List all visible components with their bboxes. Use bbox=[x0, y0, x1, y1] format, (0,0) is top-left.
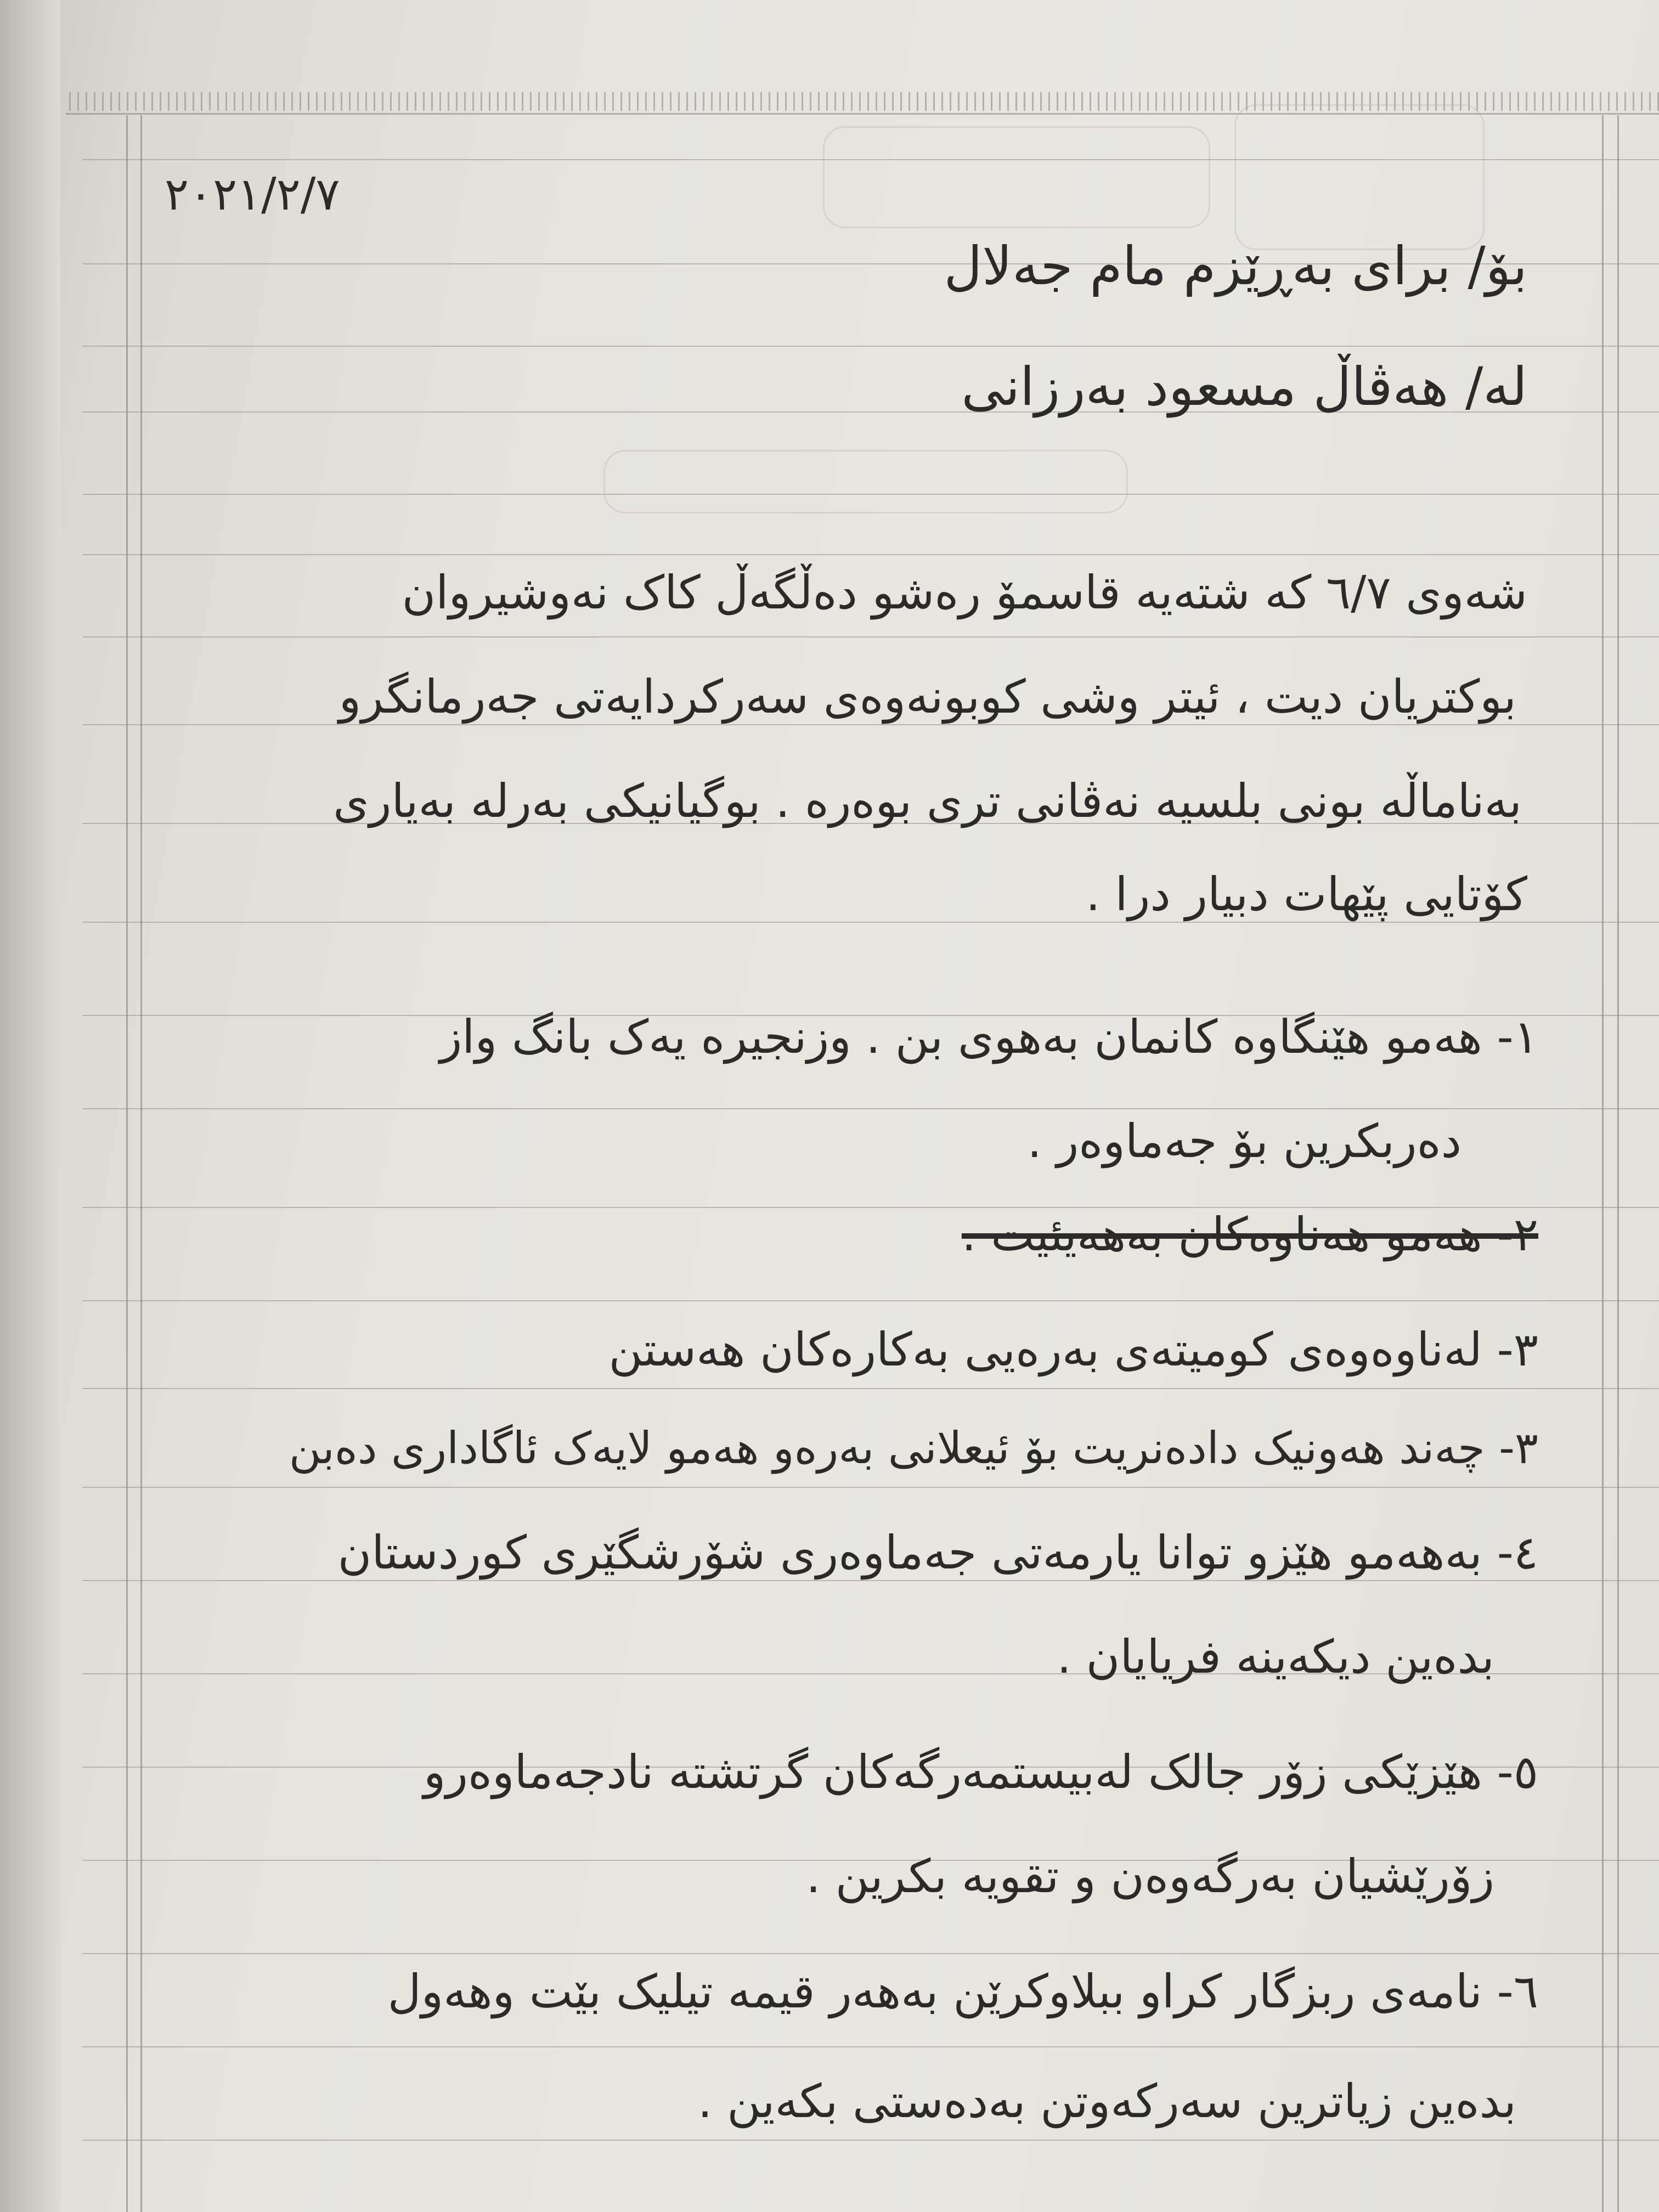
list-item-struck-out: ٢- هەمو هەناوەکان بەهەیئیت . bbox=[961, 1207, 1538, 1261]
date-text: ٢٠٢١/٢/٧ bbox=[165, 168, 340, 221]
bleed-through-mark bbox=[823, 126, 1210, 228]
ruled-line bbox=[82, 1300, 1659, 1301]
list-item-5-continued: زۆرێشیان بەرگەوەن و تقویە بکرین . bbox=[806, 1849, 1494, 1903]
list-item-3: ٣- چەند هەونیک دادەنریت بۆ ئیعلانی بەرەو هەمو لایەک ئاگاداری دەبن bbox=[289, 1423, 1538, 1474]
letter-date bbox=[165, 165, 562, 225]
ruled-line bbox=[82, 1487, 1659, 1488]
list-item-6-continued: بدەین زیاترین سەرکەوتن بەدەستی بکەین . bbox=[697, 2074, 1516, 2128]
list-item-1-continued: دەربکرین بۆ جەماوەر . bbox=[1027, 1114, 1462, 1168]
list-item-1: ١- هەمو هێنگاوە کانمان بەهوی بن . وزنجیرە یەک بانگ واز bbox=[439, 1010, 1538, 1064]
bleed-through-mark bbox=[1234, 104, 1485, 250]
ruled-line bbox=[82, 2046, 1659, 2047]
left-margin-line bbox=[126, 115, 128, 2212]
right-margin-line bbox=[1602, 115, 1604, 2212]
ruled-line bbox=[82, 346, 1659, 347]
left-margin-line bbox=[140, 115, 142, 2212]
bleed-through-mark bbox=[603, 450, 1128, 514]
list-item-4: ٤- بەهەمو هێزو توانا یارمەتی جەماوەری شۆرشگێری کوردستان bbox=[337, 1526, 1538, 1579]
list-item-4-continued: بدەین دیکەینە فریایان . bbox=[1057, 1630, 1494, 1684]
right-margin-line bbox=[1617, 115, 1619, 2212]
body-line: شەوی ٦/٧ کە شتەیە قاسمۆ رەشو دەڵگەڵ کاک نەوشیروان bbox=[402, 566, 1527, 619]
letter-recipient: بۆ/ برای بەڕێزم مام جەلال bbox=[944, 235, 1527, 297]
body-line: بوکتریان دیت ، ئیتر وشی کوبونەوەی سەرکردایەتی جەرمانگرو bbox=[338, 670, 1516, 724]
body-line: کۆتایی پێهات دبیار درا . bbox=[1086, 867, 1527, 921]
ruled-line bbox=[82, 636, 1659, 637]
letter-sender: لە/ هەڤاڵ مسعود بەرزانی bbox=[961, 356, 1527, 417]
adjacent-page-edge bbox=[2, 1673, 24, 2211]
list-item-6: ٦- نامەی ربزگار کراو ببلاوکرێن بەهەر قیمە تیلیک بێت وهەول bbox=[387, 1965, 1538, 2018]
ruled-line bbox=[82, 1388, 1659, 1389]
body-line: بەناماڵە بونی بلسیە نەڤانی تری بوەرە . بوگیانیکی بەرلە بەیاری bbox=[333, 774, 1522, 828]
ruled-line bbox=[82, 2140, 1659, 2141]
list-item-5: ٥- هێزێکی زۆر جالک لەبیستمەرگەکان گرتشتە نادجەماوەرو bbox=[423, 1745, 1538, 1799]
list-item-2: ٣- لەناوەوەی کومیتەی بەرەیی بەکارەکان هەستن bbox=[608, 1323, 1538, 1376]
